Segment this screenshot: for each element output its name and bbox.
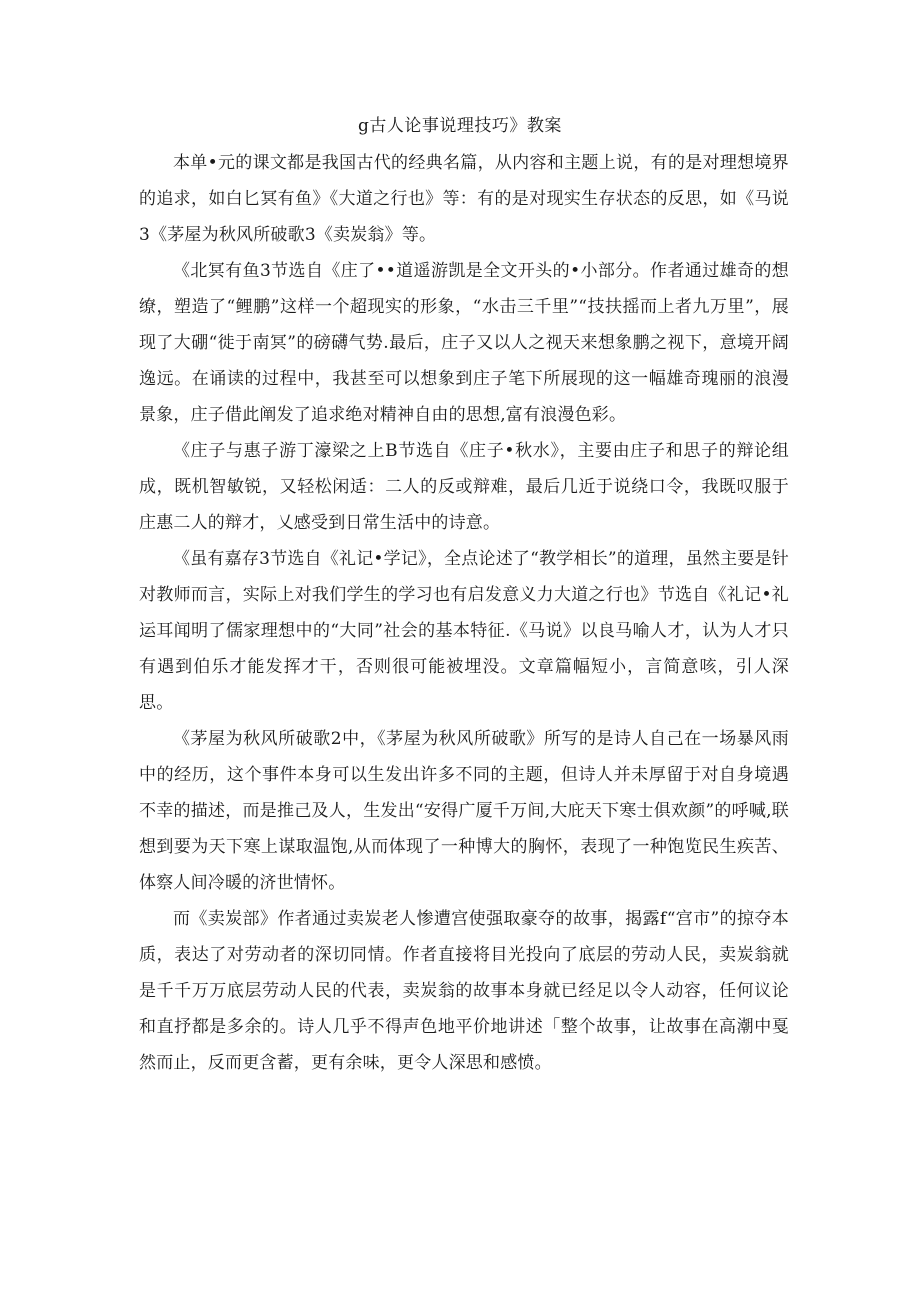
document-title: g古人论事说理技巧》教案 xyxy=(358,116,562,136)
document-body xyxy=(139,145,789,1081)
paragraph-suiyou-jiayao: 《虽有嘉存3节选自《礼记•学记》，全点论述了“教学相长”的道理，虽然主要是针对教师而言，实际上对我们学生的学习也有启发意义力大道之行也》节选自《礼记•礼运耳闻明了儒家理想中的“大同”社会的基本特征.《马说》以良马喻人才，认为人才只有遇到伯乐才能发挥才干，否则很可能被埋没。文章篇幅短小，言简意咳，引人深思。 xyxy=(139,549,789,713)
paragraph-zhuangzi-huizi: 《庄子与惠子游丁濠梁之上B节选自《庄子•秋水》，主要由庄子和思子的辩论组成，既机智敏锐，又轻松闲适：二人的反或辩难，最后几近于说绕口令，我既叹服于庄惠二人的辩才，乂感受到日常生活中的诗意。 xyxy=(139,441,789,533)
paragraph-intro: 本单•元的课文都是我国古代的经典名篇，从内容和主题上说，有的是对理想境界的追求，如白匕冥有鱼》《大道之行也》等：有的是对现实生存状态的反思，如《马说3《茅屋为秋风所破歌3《卖炭翁》等。 xyxy=(139,153,789,245)
paragraph-maowu: 《茅屋为秋风所破歌2中，《茅屋为秋风所破歌》所写的是诗人自己在一场暴风雨中的经历，这个事件本身可以生发出许多不同的主题，但诗人并未厚留于对自身境遇不幸的描述，而是推己及人，生发出“安得广厦千万间,大庇天下寒士俱欢颜”的呼喊,联想到要为天下寒上谋取温饱,从而体现了一种博大的胸怀，表现了一种饱览民生疾苦、体察人间冷暖的济世情怀。 xyxy=(139,729,789,893)
paragraph-beiming-youyu: 《北冥有鱼3节选自《庄了••道遥游凯是全文开头的•小部分。作者通过雄奇的想缭，塑造了“鲤鹏”这样一个超现实的形象，“水击三千里”“技扶摇而上者九万里”，展现了大硼“徙于南冥”的磅礴气势.最后，庄子又以人之视天来想象鹏之视下，意境开阔逸远。在诵读的过程中，我甚至可以想象到庄子笔下所展现的这一幅雄奇瑰丽的浪漫景象，庄子借此阐发了追求绝对精神自由的思想,富有浪漫色彩。 xyxy=(139,261,789,425)
paragraph-maitanweng: 而《卖炭部》作者通过卖炭老人惨遭宫使强取豪夺的故事，揭露f“宫市”的掠夺本质，表达了对劳动者的深切同情。作者直接将目光投向了底层的劳动人民，卖炭翁就是千千万万底层劳动人民的代表，卖炭翁的故事本身就已经足以令人动容，任何议论和直抒都是多余的。诗人几乎不得声色地平价地讲述「整个故事，让故事在高潮中戛然而止，反而更含蓄，更有余味，更令人深思和感愤。 xyxy=(139,909,789,1073)
